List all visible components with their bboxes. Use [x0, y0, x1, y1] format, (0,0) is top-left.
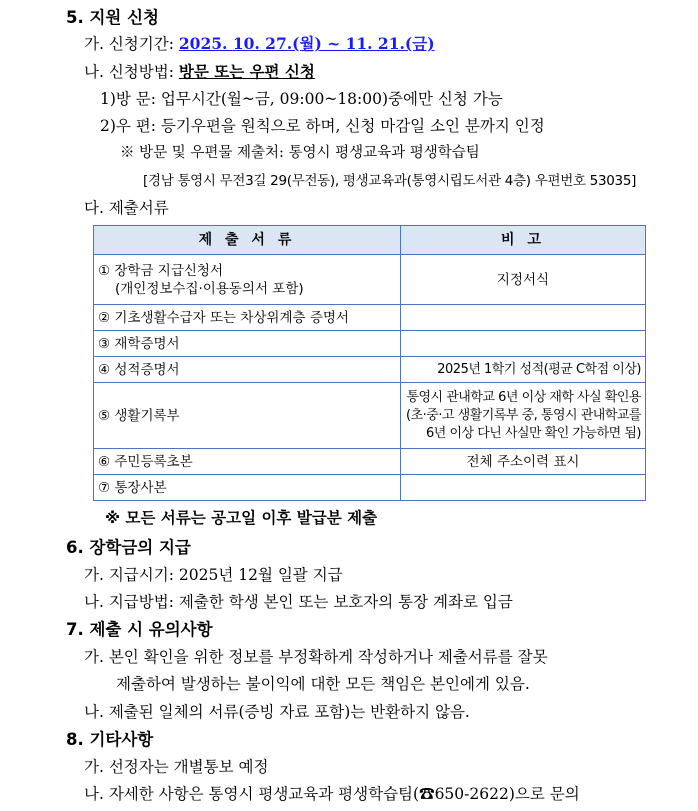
table-cell-note [401, 475, 646, 501]
caution-a-line2: 제출하여 발생하는 불이익에 대한 모든 책임은 본인에게 있음. [116, 675, 530, 693]
issue-date-note: ※ 모든 서류는 공고일 이후 발급분 제출 [105, 509, 378, 527]
table-cell-doc: ⑥ 주민등록초본 [94, 449, 401, 475]
other-notice: 가. 선정자는 개별통보 예정 [84, 758, 269, 776]
table-cell-doc: ② 기초생활수급자 또는 차상위계층 증명서 [94, 305, 401, 331]
table-cell-doc: ④ 성적증명서 [94, 357, 401, 383]
note-line: (초·중·고 생활기록부 중, 통영시 관내학교를 [406, 407, 641, 423]
submission-address: [경남 통영시 무전3길 29(무전동), 평생교육과(통영시립도서관 4층) 우편번호 53035] [143, 173, 637, 189]
table-cell-note [401, 305, 646, 331]
table-row [94, 357, 646, 383]
documents-table [93, 225, 646, 501]
apply-method-row [84, 61, 315, 83]
table-header-row [94, 226, 646, 255]
table-row [94, 449, 646, 475]
other-inquiry: 나. 자세한 사항은 통영시 평생교육과 평생학습팀(☎650-2622)으로 문의 [84, 785, 580, 803]
table-row [94, 475, 646, 501]
doc-line: ① 장학금 지급신청서 [98, 262, 224, 279]
table-cell-doc [94, 255, 401, 305]
table-row [94, 331, 646, 357]
apply-method-label: 나. 신청방법: [84, 63, 174, 81]
doc-line: (개인정보수집·이용동의서 포함) [115, 280, 304, 297]
table-header-remarks: 비 고 [401, 226, 646, 255]
table-cell-note: 전체 주소이력 표시 [401, 449, 646, 475]
apply-period-label: 가. 신청기간: [84, 35, 174, 53]
payment-timing: 가. 지급시기: 2025년 12월 일괄 지급 [84, 566, 343, 584]
table-row [94, 383, 646, 449]
documents-label: 다. 제출서류 [84, 199, 169, 217]
table-cell-note [401, 383, 646, 449]
section-5-title: 5. 지원 신청 [66, 8, 159, 27]
table-cell-doc: ⑦ 통장사본 [94, 475, 401, 501]
caution-a-line1: 가. 본인 확인을 위한 정보를 부정확하게 작성하거나 제출서류를 잘못 [84, 648, 548, 666]
table-cell-doc: ③ 재학증명서 [94, 331, 401, 357]
payment-method: 나. 지급방법: 제출한 학생 본인 또는 보호자의 통장 계좌로 입금 [84, 593, 513, 611]
caution-b: 나. 제출된 일체의 서류(증빙 자료 포함)는 반환하지 않음. [84, 703, 470, 721]
table-cell-note: 2025년 1학기 성적(평균 C학점 이상) [401, 357, 646, 383]
method-visit: 1)방 문: 업무시간(월~금, 09:00~18:00)중에만 신청 가능 [100, 90, 503, 108]
table-cell-note: 지정서식 [401, 255, 646, 305]
apply-period-value: 2025. 10. 27.(월) ~ 11. 21.(금) [178, 34, 435, 53]
submission-place-note: ※ 방문 및 우편물 제출처: 통영시 평생교육과 평생학습팀 [120, 145, 480, 161]
section-7-title: 7. 제출 시 유의사항 [66, 620, 213, 639]
table-row [94, 255, 646, 305]
method-mail: 2)우 편: 등기우편을 원칙으로 하며, 신청 마감일 소인 분까지 인정 [100, 117, 545, 135]
table-header-documents: 제 출 서 류 [94, 226, 401, 255]
table-cell-doc: ⑤ 생활기록부 [94, 383, 401, 449]
table-cell-note [401, 331, 646, 357]
apply-period-row [84, 33, 435, 55]
note-line: 통영시 관내학교 6년 이상 재학 사실 확인용 [406, 389, 641, 405]
section-6-title: 6. 장학금의 지급 [66, 538, 191, 557]
section-8-title: 8. 기타사항 [66, 730, 154, 749]
apply-method-value: 방문 또는 우편 신청 [178, 63, 315, 81]
table-row [94, 305, 646, 331]
note-line: 6년 이상 다닌 사실만 확인 가능하면 됨) [425, 425, 641, 441]
